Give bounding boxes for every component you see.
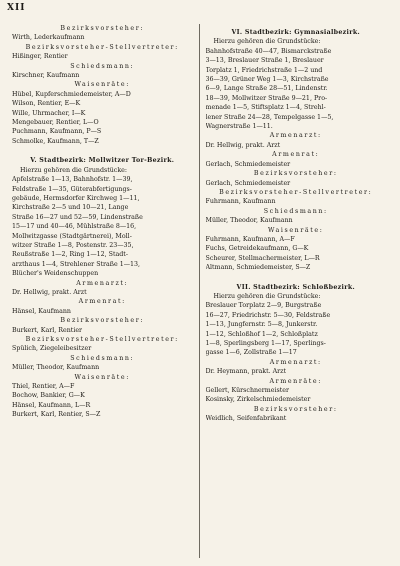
entry-line: Wagnerstraße 1—11. <box>205 123 273 131</box>
entry-line: Kosinsky, Zirkelschmiedemeister <box>205 396 311 404</box>
entry-line: Torplatz 1, Friedrichstraße 1—2 und <box>205 66 323 74</box>
entry-line: 3—13, Breslauer Straße 1, Breslauer <box>205 57 324 65</box>
section-heading: Armenarzt: <box>269 358 322 366</box>
entry-line: Apfelstraße 1—13, Bahnhofstr. 1—39, <box>12 176 133 184</box>
section-heading: Schiedsmann: <box>70 62 135 70</box>
entry-line: Schmolke, Kaufmann, T—Z <box>12 137 99 145</box>
section-heading: Schiedsmann: <box>70 354 135 362</box>
entry-line: Burkert, Karl, Rentier <box>12 326 83 334</box>
entry-line: Kirschner, Kaufmann <box>12 72 80 80</box>
section-heading: Bezirksvorsteher-Stellvertreter: <box>25 336 179 343</box>
entry-line: Fuhrmann, Kaufmann <box>205 198 276 206</box>
entry-line: Bahnhofstraße 40—47, Bismarckstraße <box>205 47 332 55</box>
entry-line: Müller, Theodor, Kaufmann <box>12 364 100 372</box>
entry-line: Hübel, Kupferschmiedemeister, A—D <box>12 90 131 98</box>
entry-line: Spülich, Ziegeleibesitzer <box>12 345 92 353</box>
entry-line: Fuhrmann, Kaufmann, A—F <box>205 235 295 243</box>
entry-line: 16—27, Friedrichstr. 5—30, Feldstraße <box>205 311 331 319</box>
district-title: VI. Stadtbezirk: Gymnasialbezirk. <box>231 29 361 36</box>
section-heading: Bezirksvorsteher: <box>60 25 145 32</box>
section-heading: Bezirksvorsteher: <box>60 317 145 325</box>
entry-line: Mollwitzgasse (Stadtgärtnerei), Moll- <box>12 232 132 240</box>
district-title: VII. Stadtbezirk: Schloßbezirk. <box>236 283 355 291</box>
entry-line: Straße 16—27 und 52—59, Lindenstraße <box>12 213 143 221</box>
entry-line: Weidlich, Seifenfabrikant <box>205 415 287 423</box>
entry-line: gebäude, Hermsdorfer Kirchweg 1—11, <box>12 194 140 202</box>
entry-line: Mengebauer, Rentier, L—O <box>12 119 99 127</box>
section-spacer <box>206 273 387 279</box>
entry-line: Kirchstraße 2—5 und 10—21, Lange <box>12 204 129 212</box>
section-heading: Bezirksvorsteher-Stellvertreter: <box>219 188 373 196</box>
entry-line: 15—17 und 40—46, Mühlstraße 8—16, <box>12 223 137 231</box>
entry-line: Dr. Hellwig, prakt. Arzt <box>12 288 87 296</box>
entry-line: Wille, Uhrmacher, I—K <box>12 109 86 117</box>
entry-line: gasse 1—6, Zollstraße 1—17 <box>205 349 297 357</box>
entry-line: Gerlach, Schmiedemeister <box>205 160 291 168</box>
entry-line: Fuchs, Getreidekaufmann, G—K <box>205 245 309 253</box>
entry-line: 18—39, Mollwitzer Straße 9—21, Pro- <box>205 94 328 102</box>
entry-line: Feldstraße 1—35, Güterabfertigungs- <box>12 185 132 193</box>
intro-line: Hierzu gehören die Grundstücke: <box>213 38 321 46</box>
intro-line: Hierzu gehören die Grundstücke: <box>20 166 127 174</box>
two-column-body <box>6 24 392 558</box>
entry-line: Thiel, Rentier, A—F <box>12 383 75 391</box>
section-heading: Armenrat: <box>78 298 126 306</box>
section-heading: Bezirksvorsteher: <box>253 170 338 178</box>
entry-line: 1—8, Sperlingsberg 1—17, Sperlings- <box>205 340 326 347</box>
district-title: V. Stadtbezirk: Mollwitzer Tor-Bezirk. <box>30 157 175 165</box>
section-heading: Bezirksvorsteher-Stellvertreter: <box>25 43 179 51</box>
entry-line: Dr. Heymann, prakt. Arzt <box>205 368 287 376</box>
entry-line: Hißinger, Rentier <box>12 53 68 61</box>
entry-line: 36—39, Grüner Weg 1—3, Kirchstraße <box>205 76 329 84</box>
section-heading: Waisenräte: <box>74 373 130 381</box>
entry-line: Puchmann, Kaufmann, P—S <box>12 128 102 136</box>
page-number: XII <box>7 3 26 13</box>
entry-line: Burkert, Karl, Rentier, S—Z <box>12 411 101 419</box>
entry-line: Blücher's Weidenschuppen <box>12 270 99 278</box>
entry-line: 1—13, Jungfernstr. 5—8, Junkerstr. <box>205 321 318 329</box>
section-heading: Waisenräte: <box>268 226 324 234</box>
right-column <box>200 24 393 558</box>
entry-line: Dr. Hellwig, prakt. Arzt <box>205 141 281 149</box>
entry-line: Hänsel, Kaufmann, L—R <box>12 401 91 409</box>
section-heading: Schiedsmann: <box>263 207 328 215</box>
entry-line: Gerlach, Schmiedemeister <box>205 179 291 187</box>
section-heading: Armenräte: <box>269 377 322 385</box>
section-heading: Armenarzt: <box>76 279 129 287</box>
entry-line: lener Straße 24—28, Tempelgasse 1—5, <box>205 113 334 121</box>
entry-line: Gellert, Kürschnermeister <box>205 387 290 395</box>
entry-line: Wilson, Rentier, E—K <box>12 100 81 108</box>
entry-line: arzthaus 1—4, Strehlener Straße 1—13, <box>12 260 141 268</box>
entry-line: Reußstraße 1—2, Ring 1—12, Stadt- <box>12 251 128 259</box>
entry-line: 6—9, Lange Straße 28—51, Lindenstr. <box>205 85 328 93</box>
entry-line: Altmann, Schmiedemeister, S—Z <box>205 264 311 272</box>
entry-line: Müller, Theodor, Kaufmann <box>205 217 293 225</box>
entry-line: Bochow, Bankier, G—K <box>12 392 85 400</box>
intro-line: Hierzu gehören die Grundstücke: <box>213 292 321 300</box>
entry-line: Wirth, Lederkaufmann <box>12 34 85 42</box>
section-heading: Waisenräte: <box>74 81 130 89</box>
entry-line: 1—12, Schloßhof 1—2, Schloßplatz <box>205 330 318 338</box>
entry-line: witzer Straße 1—8, Postenstr. 23—35, <box>12 241 134 249</box>
entry-line: menade 1—5, Stiftsplatz 1—4, Strehl- <box>205 104 326 112</box>
entry-line: Scheurer, Stellmachermeister, L—R <box>205 254 320 262</box>
section-heading: Armenrat: <box>272 151 320 159</box>
section-heading: Armenarzt: <box>269 132 322 140</box>
section-spacer <box>12 146 193 152</box>
entry-line: Breslauer Torplatz 2—9, Burgstraße <box>205 302 322 310</box>
entry-line: Hänsel, Kaufmann <box>12 307 71 315</box>
section-heading: Bezirksvorsteher: <box>253 405 338 413</box>
left-column <box>6 24 200 558</box>
